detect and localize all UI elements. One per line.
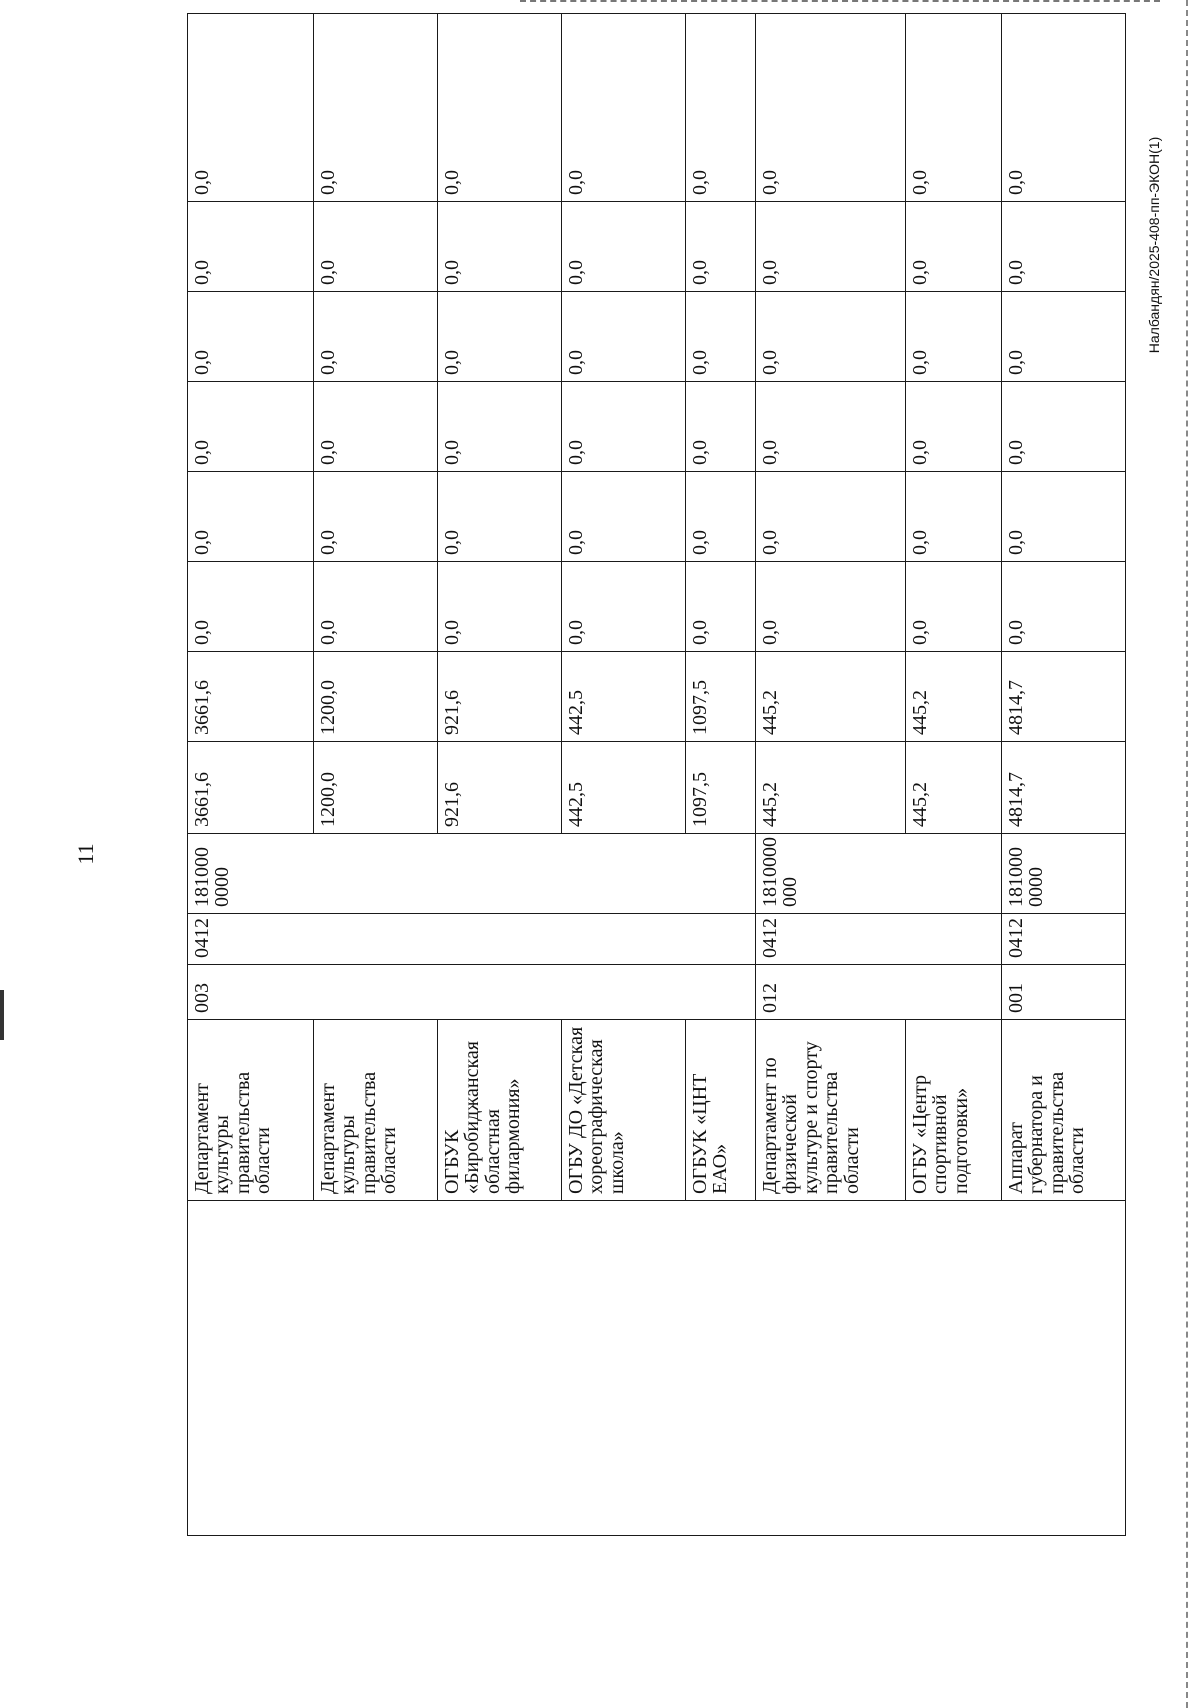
value-cell: 3661,6 <box>188 652 314 742</box>
value-cell: 445,2 <box>906 652 1002 742</box>
section-code-cell: 0412 <box>188 914 756 965</box>
value-cell: 0,0 <box>188 202 314 292</box>
value-cell: 0,0 <box>438 14 562 202</box>
ministry-code-cell: 003 <box>188 965 756 1020</box>
value-cell: 442,5 <box>562 652 686 742</box>
section-code-cell: 0412 <box>1002 914 1126 965</box>
value-cell: 0,0 <box>906 202 1002 292</box>
value-cell: 4814,7 <box>1002 742 1126 834</box>
value-cell: 0,0 <box>756 202 906 292</box>
value-cell: 0,0 <box>1002 14 1126 202</box>
value-cell: 0,0 <box>562 292 686 382</box>
value-cell: 0,0 <box>562 562 686 652</box>
value-cell: 0,0 <box>314 292 438 382</box>
organization-cell: ОГБУК «ЦНТ ЕАО» <box>686 1020 756 1201</box>
budget-table <box>187 13 1126 1536</box>
ministry-code-cell: 012 <box>756 965 1002 1020</box>
table-container <box>187 114 1125 1536</box>
target-code-cell: 1810000 000 <box>756 834 1002 914</box>
ministry-code-cell: 001 <box>1002 965 1126 1020</box>
scan-edge-right <box>1186 0 1188 1708</box>
organization-cell: Департамент культуры правительства области <box>314 1020 438 1201</box>
value-cell: 0,0 <box>1002 562 1126 652</box>
value-cell: 0,0 <box>314 472 438 562</box>
organization-cell: ОГБУ «Центр спортивной подготовки» <box>906 1020 1002 1201</box>
value-cell: 921,6 <box>438 652 562 742</box>
value-cell: 921,6 <box>438 742 562 834</box>
value-cell: 1200,0 <box>314 652 438 742</box>
value-cell: 0,0 <box>438 562 562 652</box>
scan-edge-top <box>520 0 1160 2</box>
value-cell: 0,0 <box>188 562 314 652</box>
value-cell: 0,0 <box>686 562 756 652</box>
value-cell: 0,0 <box>1002 472 1126 562</box>
value-cell: 4814,7 <box>1002 652 1126 742</box>
value-cell: 0,0 <box>438 202 562 292</box>
value-cell: 1200,0 <box>314 742 438 834</box>
value-cell: 0,0 <box>314 562 438 652</box>
value-cell: 0,0 <box>562 382 686 472</box>
value-cell: 0,0 <box>906 472 1002 562</box>
value-cell: 0,0 <box>686 472 756 562</box>
target-code-cell: 181000 0000 <box>188 834 756 914</box>
value-cell: 445,2 <box>756 652 906 742</box>
value-cell: 0,0 <box>314 202 438 292</box>
organization-cell: Департамент по физической культуре и спорту правительства области <box>756 1020 906 1201</box>
value-cell: 0,0 <box>1002 382 1126 472</box>
value-cell: 0,0 <box>906 382 1002 472</box>
value-cell: 0,0 <box>188 292 314 382</box>
value-cell: 1097,5 <box>686 742 756 834</box>
value-cell: 0,0 <box>686 14 756 202</box>
scan-edge-left <box>0 990 4 1040</box>
page-number: 11 <box>73 843 98 865</box>
value-cell: 0,0 <box>562 472 686 562</box>
value-cell: 445,2 <box>906 742 1002 834</box>
value-cell: 3661,6 <box>188 742 314 834</box>
value-cell: 0,0 <box>1002 202 1126 292</box>
organization-cell: Аппарат губернатора и правительства области <box>1002 1020 1126 1201</box>
value-cell: 0,0 <box>438 472 562 562</box>
value-cell: 0,0 <box>756 562 906 652</box>
value-cell: 0,0 <box>314 14 438 202</box>
value-cell: 445,2 <box>756 742 906 834</box>
value-cell: 0,0 <box>756 14 906 202</box>
value-cell: 0,0 <box>188 14 314 202</box>
target-code-cell: 181000 0000 <box>1002 834 1126 914</box>
value-cell: 0,0 <box>906 292 1002 382</box>
organization-cell: Департамент культуры правительства области <box>188 1020 314 1201</box>
organization-cell: ОГБУ ДО «Детская хореографическая школа» <box>562 1020 686 1201</box>
value-cell: 0,0 <box>188 382 314 472</box>
section-code-cell: 0412 <box>756 914 1002 965</box>
value-cell: 0,0 <box>314 382 438 472</box>
empty-merged-cell <box>188 1201 1126 1536</box>
table-row <box>188 14 314 1536</box>
value-cell: 0,0 <box>906 14 1002 202</box>
value-cell: 0,0 <box>756 472 906 562</box>
value-cell: 0,0 <box>562 14 686 202</box>
document-code: Налбандян/2025-408-пп-ЭКОН(1) <box>1146 136 1162 354</box>
value-cell: 0,0 <box>686 382 756 472</box>
value-cell: 442,5 <box>562 742 686 834</box>
organization-cell: ОГБУК «Биробиджанская областная филармония» <box>438 1020 562 1201</box>
value-cell: 0,0 <box>438 292 562 382</box>
value-cell: 0,0 <box>906 562 1002 652</box>
value-cell: 0,0 <box>756 292 906 382</box>
value-cell: 0,0 <box>686 292 756 382</box>
value-cell: 0,0 <box>756 382 906 472</box>
value-cell: 0,0 <box>188 472 314 562</box>
value-cell: 1097,5 <box>686 652 756 742</box>
value-cell: 0,0 <box>438 382 562 472</box>
value-cell: 0,0 <box>686 202 756 292</box>
value-cell: 0,0 <box>562 202 686 292</box>
rotated-table <box>187 114 1125 1536</box>
value-cell: 0,0 <box>1002 292 1126 382</box>
